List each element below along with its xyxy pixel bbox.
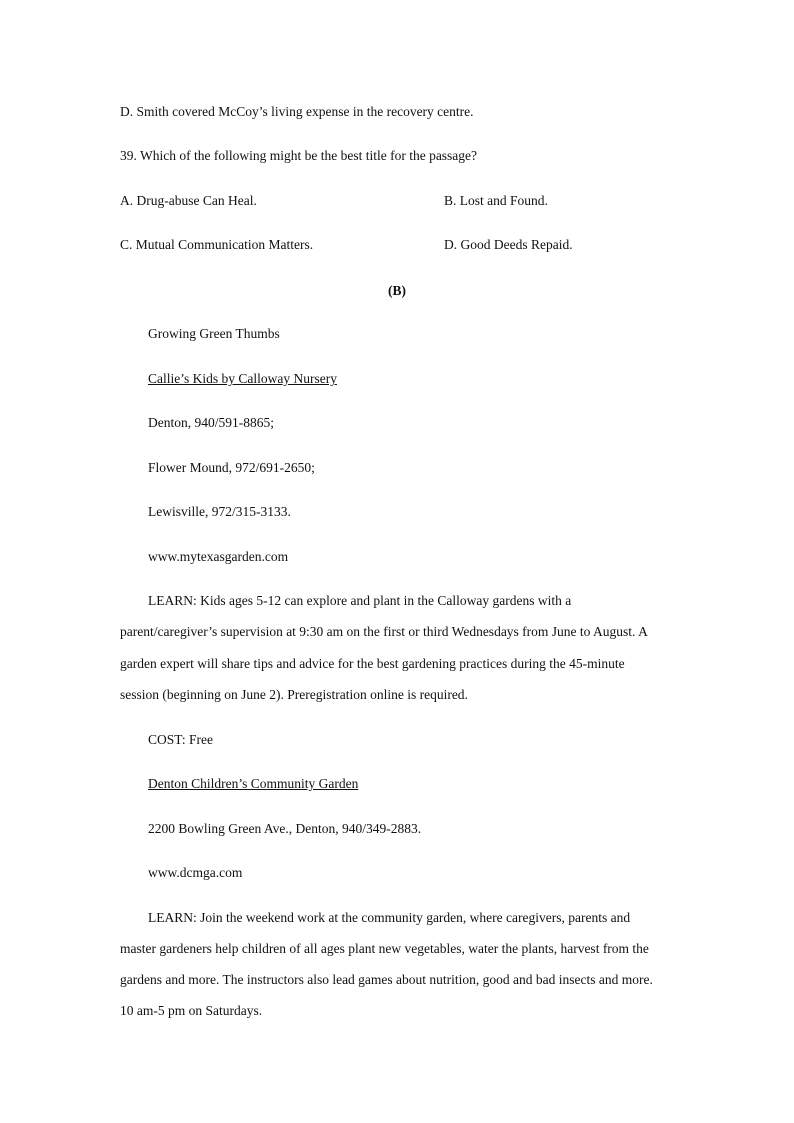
entry-1-phone-lewisville: Lewisville, 972/315-3133. [148, 504, 291, 519]
entry-2-name: Denton Children’s Community Garden [148, 776, 359, 791]
entry-1-website: www.mytexasgarden.com [148, 549, 289, 564]
q38-option-d: D. Smith covered McCoy’s living expense in the recovery centre. [120, 104, 474, 119]
q39-option-d: D. Good Deeds Repaid. [444, 237, 573, 252]
entry-1-phone-denton: Denton, 940/591-8865; [148, 415, 274, 430]
entry-2-learn-line: LEARN: Join the weekend work at the community garden, where caregivers, parents and [148, 910, 631, 925]
q39-option-b: B. Lost and Found. [444, 193, 548, 208]
entry-2-learn-line: 10 am-5 pm on Saturdays. [120, 1003, 263, 1018]
q39-stem: 39. Which of the following might be the best title for the passage? [120, 148, 478, 163]
section-label: (B) [388, 283, 406, 298]
q39-option-a: A. Drug-abuse Can Heal. [120, 193, 257, 208]
entry-2-address: 2200 Bowling Green Ave., Denton, 940/349-2883. [148, 821, 422, 836]
entry-1-phone-flower-mound: Flower Mound, 972/691-2650; [148, 460, 315, 475]
entry-1-learn-line: garden expert will share tips and advice for the best gardening practices during the 45-minute [120, 656, 625, 671]
entry-2-learn-line: master gardeners help children of all ages plant new vegetables, water the plants, harvest from the [120, 941, 649, 956]
entry-1-name: Callie’s Kids by Calloway Nursery [148, 371, 337, 386]
entry-1-learn-line: LEARN: Kids ages 5-12 can explore and plant in the Calloway gardens with a [148, 593, 572, 608]
entry-1-learn-line: parent/caregiver’s supervision at 9:30 am on the first or third Wednesdays from June to August. A [120, 624, 648, 639]
passage-title: Growing Green Thumbs [148, 326, 280, 341]
entry-2-learn-line: gardens and more. The instructors also lead games about nutrition, good and bad insects and more. [120, 972, 653, 987]
entry-1-learn-line: session (beginning on June 2). Preregistration online is required. [120, 687, 468, 702]
entry-1-cost: COST: Free [148, 732, 213, 747]
entry-2-website: www.dcmga.com [148, 865, 243, 880]
q39-option-c: C. Mutual Communication Matters. [120, 237, 314, 252]
